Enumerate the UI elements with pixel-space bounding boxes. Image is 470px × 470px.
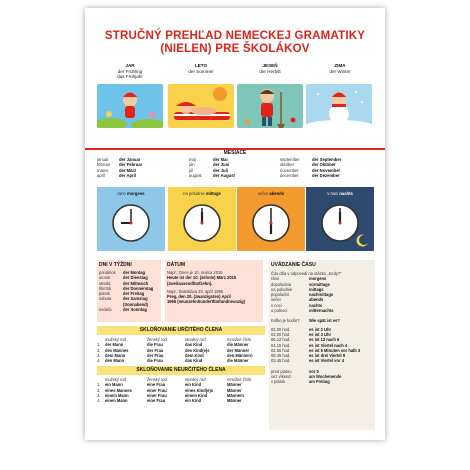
clock-row: 03.45 hod. es ist Viertel vor 4 <box>271 358 344 364</box>
day-row: štvrtok der Donnerstag <box>99 285 154 291</box>
extra-row: pred piatou vor 5 <box>271 368 319 374</box>
moon-icon <box>356 233 370 247</box>
clock-row: 06.12 hod. es ist 12 nach 6 <box>271 337 340 343</box>
date-line: Preg, den 20. (zwanzigsten) April <box>167 294 231 300</box>
season-de: der Frühling <box>117 68 143 74</box>
month-sk: marec <box>97 167 109 173</box>
month-de: der März <box>119 167 137 173</box>
indefinite-row: 3. einem Mann einer Frau einem Kind Männern <box>97 392 245 398</box>
definite-cols: mužský rod ženský rod stredný rod množné číslo <box>105 337 252 342</box>
month-de: der Juli <box>213 167 228 173</box>
daytime-evening <box>237 187 305 251</box>
indefinite-table <box>97 377 265 403</box>
month-sk: september <box>280 157 300 162</box>
month-de: der Mai <box>213 157 228 162</box>
season-name: ZIMA <box>334 63 346 68</box>
month-de: der Januar <box>119 157 141 162</box>
daytime-sk: ráno <box>117 191 126 196</box>
clock-row: 04.15 hod. es ist Viertel nach 4 <box>271 342 348 348</box>
daytime-sk: v noci <box>327 191 339 196</box>
month-sk: február <box>97 162 111 168</box>
season-name: JAR <box>125 63 135 68</box>
time-pair: večer abends <box>271 297 324 303</box>
clock-icon <box>320 203 360 243</box>
season-de: der Winter <box>329 68 351 74</box>
day-row: utorok der Dienstag <box>99 275 148 281</box>
day-row: streda der Mittwoch <box>99 280 149 286</box>
month-row <box>97 173 341 178</box>
month-de: der April <box>119 172 137 178</box>
daytime-de: morgens <box>126 191 145 196</box>
definite-row: 3. dem Mann der Frau dem Kind den Männern <box>97 352 253 358</box>
day-row: sobota der Samstag <box>99 296 148 302</box>
indefinite-header: SKLOŇOVANIE NEURČITÉHO ČLENA <box>136 367 226 373</box>
definite-header-band <box>97 326 265 335</box>
date-header: DÁTUM <box>167 262 186 268</box>
month-sk: máj <box>189 157 196 162</box>
extra-row: v piatok am Freitag <box>271 379 330 385</box>
title-line-2: (NIELEN) PRE ŠKOLÁKOV <box>160 43 310 55</box>
clock-icon <box>111 203 151 243</box>
month-sk: január <box>97 157 109 162</box>
definite-row: 1. der Mann die Frau das Kind die Männer <box>97 342 249 348</box>
season-de: der Sommer <box>188 68 214 74</box>
indefinite-row: 4. einen Mann eine Frau ein Kind Männer <box>97 398 242 404</box>
month-de: der Dezember <box>312 172 340 178</box>
days-box <box>97 260 161 322</box>
definite-row: 4. den Mann die Frau das Kind die Männer <box>97 358 249 364</box>
daytime-de: abends <box>269 191 285 196</box>
season-de: der Herbst <box>259 68 281 74</box>
poster-title <box>85 30 385 56</box>
title-line-1: STRUČNÝ PREHĽAD NEMECKEJ GRAMATIKY <box>104 30 366 42</box>
days-list <box>99 270 153 312</box>
season-label-autumn <box>235 63 305 74</box>
date-line: (zweitausendfünfzehn). <box>167 280 213 286</box>
season-label-spring <box>95 63 165 80</box>
month-sk: august <box>189 172 202 178</box>
month-sk: jún <box>189 162 195 168</box>
clock-icon <box>251 203 291 243</box>
summer-illustration <box>168 84 234 128</box>
season-label-winter <box>305 63 375 74</box>
daytime-de: nachts <box>339 191 353 196</box>
daytime-de: mittags <box>205 191 221 196</box>
time-pair: dopoludnia vormittags <box>271 281 330 287</box>
day-row: piatok der Freitag <box>99 291 145 297</box>
time-pair: ráno morgens <box>271 276 327 282</box>
winter-illustration <box>306 84 372 128</box>
daytime-morning <box>97 187 165 251</box>
grammar-poster <box>85 8 385 440</box>
extra-row: cez víkend am Wochenende <box>271 374 342 380</box>
season-name: LETO <box>194 63 208 68</box>
days-header: DNI V TÝŽDNI <box>99 262 132 268</box>
indefinite-row: 2. eines Mannes einer Frau eines Kind(e)s Männer <box>97 387 242 393</box>
day-row: (Sonnabend) <box>123 301 149 307</box>
date-box <box>165 260 263 322</box>
month-de: der Juni <box>213 162 230 168</box>
date-line: Napr.: Dnes je 10. marca 2015 <box>167 270 223 275</box>
month-de: der Oktober <box>312 162 336 168</box>
definite-header: SKLOŇOVANIE URČITÉHO ČLENA <box>139 327 223 333</box>
date-line: Napr.: Bratislava 20. apríl 1995 <box>167 288 224 294</box>
indefinite-cols: mužský rod ženský rod stredný rod množné číslo <box>105 377 252 382</box>
clock-row: 02.00 hod. es ist 2 Uhr <box>271 326 332 332</box>
season-de-alt: das Frühjahr <box>117 74 143 80</box>
daytime-noon <box>168 187 236 251</box>
clock-row: 08.45 hod. es ist drei Viertel 9 <box>271 353 346 359</box>
time-question-row: Koľko je hodín? Wie spät ist es? <box>271 318 340 324</box>
daytime-night <box>306 187 374 251</box>
time-pair: o polnoci mitternachts <box>271 308 334 314</box>
day-row: pondelok der Montag <box>99 270 146 275</box>
date-line: 1995 (neunzehnhundertfünfundneunzig) <box>167 299 246 305</box>
definite-table <box>97 337 265 363</box>
month-sk: júl <box>189 167 194 173</box>
month-de: der November <box>312 167 341 173</box>
indefinite-header-band <box>97 366 265 375</box>
months-table <box>97 157 341 178</box>
month-de: der Februar <box>119 162 143 168</box>
time-list <box>271 271 375 385</box>
date-examples <box>167 270 263 305</box>
season-label-summer <box>166 63 236 74</box>
month-sk: apríl <box>97 172 106 178</box>
autumn-illustration <box>237 84 303 128</box>
time-pair: v noci nachts <box>271 302 323 308</box>
season-name: JESEŇ <box>262 63 278 68</box>
daytime-sk: večer <box>257 191 269 196</box>
clock-row: 02.55 hod. es ist 5 Minuten vor halb 3 <box>271 347 361 353</box>
time-header: UVÁDZANIE ČASU <box>271 262 316 268</box>
spring-illustration <box>97 84 163 128</box>
month-sk: december <box>280 172 299 178</box>
month-sk: október <box>280 162 294 168</box>
definite-row: 2. des Mannes der Frau des Kind(e)s der Männer <box>97 347 250 353</box>
day-row: nedeľa der Sonntag <box>99 307 147 313</box>
clock-row: 03.00 hod. es ist 3 Uhr <box>271 331 332 337</box>
months-header: MESIACE <box>223 150 247 156</box>
date-line: Heute ist der 10. (zehnte) März 2015 <box>167 275 237 281</box>
indefinite-row: 1. ein Mann eine Frau ein Kind Männer <box>97 382 242 388</box>
month-sk: november <box>280 167 299 173</box>
month-de: der September <box>312 157 342 162</box>
month-de: der August <box>213 172 235 178</box>
time-pair: na poludnie mittags <box>271 286 324 292</box>
time-pair: popoludní nachmittags <box>271 292 334 298</box>
time-box <box>269 260 375 430</box>
daytime-sk: na poludnie <box>183 191 205 196</box>
time-question: Čas dňa v odpovedi na otázku „Kedy?“ <box>271 271 342 276</box>
clock-icon <box>182 203 222 243</box>
